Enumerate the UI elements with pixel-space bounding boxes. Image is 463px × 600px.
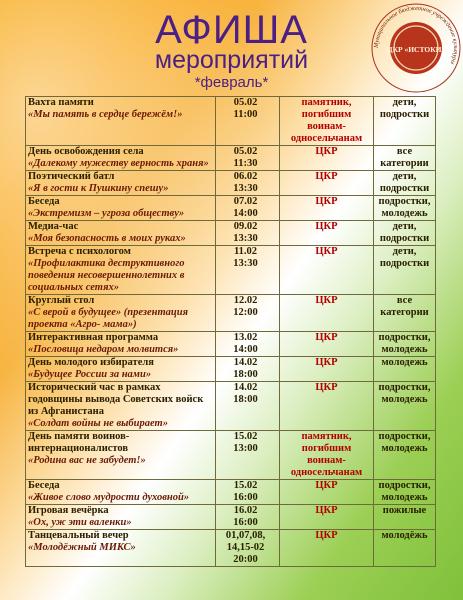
event-type: Поэтический батл [28,171,115,182]
event-type: Круглый стол [28,295,95,306]
poster-title: АФИША [155,8,308,52]
event-type: Беседа [28,196,60,207]
event-time: 12:00 [233,307,258,318]
event-cell [26,146,216,171]
event-time: 13:00 [233,443,258,454]
date-cell [216,505,280,530]
event-date: 01,07,08, 14,15-02 [225,530,266,553]
event-row [26,505,436,530]
event-audience: подростки, молодежь [374,480,436,505]
event-row [26,97,436,146]
event-place: ЦКР [280,530,374,567]
event-row [26,171,436,196]
event-type: День молодого избирателя [28,357,154,368]
event-name: «Живое слово мудрости духовной» [28,492,190,503]
event-audience: подростки, молодежь [374,431,436,480]
event-name: «Профилактика деструктивного поведения несовершеннолетних в социальных сетях» [28,258,185,293]
event-row [26,382,436,431]
event-cell [26,171,216,196]
event-name: «Родина вас не забудет!» [28,455,146,466]
event-row [26,480,436,505]
event-time: 13:30 [233,258,258,269]
event-row [26,295,436,332]
date-cell [216,221,280,246]
event-time: 11:00 [233,109,258,120]
event-place: ЦКР [280,196,374,221]
event-row [26,246,436,295]
event-type: Интерактивная программа [28,332,159,343]
date-cell [216,171,280,196]
event-row [26,357,436,382]
event-time: 14:00 [233,344,258,355]
event-cell [26,97,216,146]
event-name: «С верой в будущее» (презентация проекта «Агро- мама») [28,307,188,330]
event-name: «Я в гости к Пушкину спешу» [28,183,169,194]
event-type: Встреча с психологом [28,246,131,257]
event-type: Игровая вечёрка [28,505,109,516]
event-type: День освобождения села [28,146,144,157]
event-place: памятник, погибшим воинам-односельчанам [280,97,374,146]
event-date: 06.02 [233,171,258,182]
event-name: «Будущее России за нами» [28,369,152,380]
date-cell [216,332,280,357]
event-cell [26,295,216,332]
event-place: ЦКР [280,221,374,246]
event-time: 13:30 [233,233,258,244]
events-table [25,96,436,567]
event-audience: подростки, молодежь [374,332,436,357]
date-cell [216,530,280,567]
event-date: 07.02 [233,196,258,207]
event-date: 05.02 [233,97,258,108]
event-time: 16:00 [233,492,258,503]
event-time: 18:00 [233,394,258,405]
event-date: 12.02 [233,295,258,306]
event-type: Беседа [28,480,60,491]
event-time: 20:00 [233,554,258,565]
event-row [26,332,436,357]
event-place: ЦКР [280,246,374,295]
event-row [26,431,436,480]
date-cell [216,382,280,431]
poster-month: *февраль* [194,74,269,91]
event-name: «Молодёжный МИКС» [28,542,136,553]
organization-logo [370,2,462,94]
event-name: «Пословица недаром молвится» [28,344,179,355]
event-audience: молодёжь [374,530,436,567]
event-audience: подростки, молодежь [374,196,436,221]
event-cell [26,431,216,480]
date-cell [216,480,280,505]
event-place: ЦКР [280,146,374,171]
event-cell [26,480,216,505]
event-type: Исторический час в рамках годовщины вывода Советских войск из Афганистана [28,382,204,417]
event-place: ЦКР [280,332,374,357]
event-time: 11:30 [233,158,258,169]
event-name: «Солдат войны не выбирает» [28,418,168,429]
date-cell [216,146,280,171]
event-date: 15.02 [233,480,258,491]
date-cell [216,295,280,332]
event-audience: подростки, молодежь [374,382,436,431]
event-name: «Ох, уж эти валенки» [28,517,132,528]
event-audience: все категории [374,295,436,332]
event-time: 16:00 [233,517,258,528]
event-place: ЦКР [280,171,374,196]
event-date: 05.02 [233,146,258,157]
event-row [26,530,436,567]
event-audience: молодежь [374,357,436,382]
event-time: 18:00 [233,369,258,380]
event-cell [26,530,216,567]
event-place: ЦКР [280,295,374,332]
event-row [26,221,436,246]
event-audience: дети, подростки [374,171,436,196]
event-time: 13:30 [233,183,258,194]
event-cell [26,196,216,221]
event-date: 16.02 [233,505,258,516]
date-cell [216,246,280,295]
event-audience: дети, подростки [374,221,436,246]
event-name: «Моя безопасность в моих руках» [28,233,186,244]
event-type: Танцевальный вечер [28,530,129,541]
event-name: «Мы память в сердце бережём!» [28,109,183,120]
event-date: 14.02 [233,357,258,368]
event-audience: дети, подростки [374,97,436,146]
event-audience: пожилые [374,505,436,530]
poster-subtitle: мероприятий [154,46,309,74]
event-place: ЦКР [280,505,374,530]
event-time: 14:00 [233,208,258,219]
date-cell [216,196,280,221]
event-date: 15.02 [233,431,258,442]
event-cell [26,221,216,246]
event-name: «Экстремизм – угроза обществу» [28,208,185,219]
event-row [26,196,436,221]
event-type: Медиа-час [28,221,79,232]
event-date: 13.02 [233,332,258,343]
event-cell [26,332,216,357]
event-cell [26,382,216,431]
event-audience: все категории [374,146,436,171]
date-cell [216,357,280,382]
event-cell [26,246,216,295]
event-date: 11.02 [233,246,258,257]
event-audience: дети, подростки [374,246,436,295]
event-cell [26,357,216,382]
date-cell [216,431,280,480]
event-date: 09.02 [233,221,258,232]
event-cell [26,505,216,530]
event-name: «Далекому мужеству верность храня» [28,158,209,169]
event-place: ЦКР [280,480,374,505]
event-place: памятник, погибшим воинам-односельчанам [280,431,374,480]
event-type: Вахта памяти [28,97,94,108]
event-row [26,146,436,171]
logo-text: ЦКР «ИСТОКИ» [386,45,446,54]
event-date: 14.02 [233,382,258,393]
event-place: ЦКР [280,382,374,431]
event-place: ЦКР [280,357,374,382]
event-type: День памяти воинов-интернационалистов [28,431,130,454]
logo-ring-text: Муниципальное бюджетное учреждение культуры [372,4,460,66]
date-cell [216,97,280,146]
